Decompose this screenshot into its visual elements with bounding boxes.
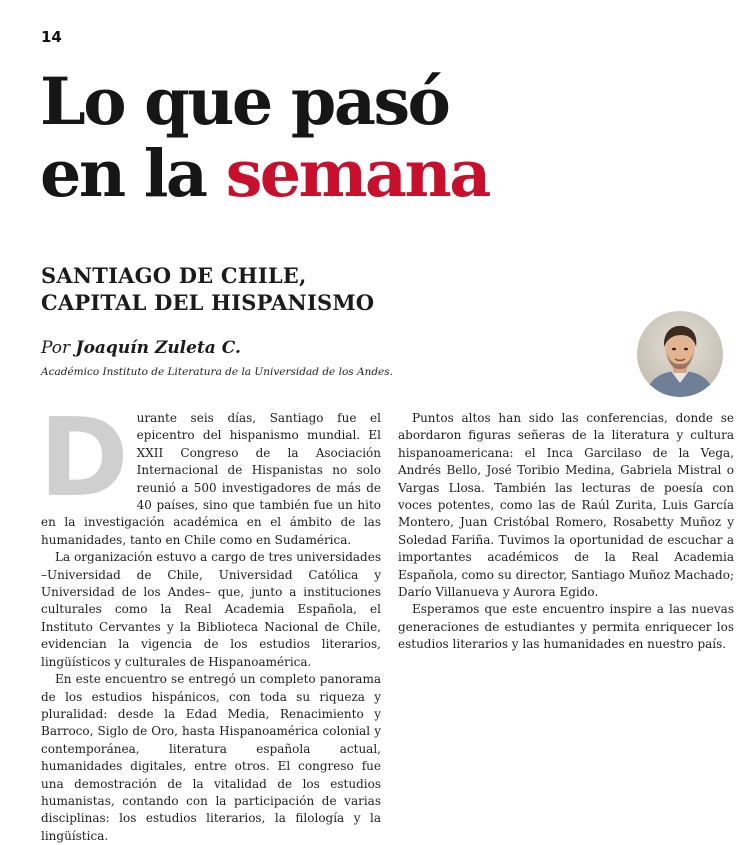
drop-cap: D bbox=[39, 396, 129, 521]
article-paragraph-2: La organización estuvo a cargo de tres universidades –Universidad de Chile, Universidad Católica y Universidad de los Andes– que, junto a instituciones culturales como la Real Academia Española, el Instituto Cervantes y la Biblioteca Nacional de Chile, evidencian la vigencia de los estudios literarios, lingüísticos y culturales de Hispanoamérica. bbox=[41, 550, 381, 669]
paragraph-1-text: urante seis días, Santiago fue el epicentro del hispanismo mundial. El XXII Congreso de la Asociación Internacional de Hispanistas no solo reunió a 500 investigadores de más de 40 países, sino que también fue un hito en la investigación académica en el ámbito de las humanidades, tanto en Chile como en Sudamérica. bbox=[41, 411, 381, 547]
page-number: 14 bbox=[41, 28, 62, 46]
byline-prefix: Por bbox=[41, 338, 71, 358]
article-body-column-right bbox=[398, 410, 734, 654]
byline bbox=[41, 338, 241, 358]
article-paragraph-4: Puntos altos han sido las conferencias, donde se abordaron figuras señeras de la literatura y cultura hispanoamericana: el Inca Garcilaso de la Vega, Andrés Bello, José Toribio Medina, Gabriela Mistral o Vargas Llosa. También las lecturas de poesía con voces potentes, como las de Raúl Zurita, Luis García Montero, Juan Cristóbal Romero, Rosabetty Muñoz y Soledad Fariña. Tuvimos la oportunidad de escuchar a importantes académicos de la Real Academia Española, como su director, Santiago Muñoz Machado; Darío Villanueva y Aurora Egido. bbox=[398, 411, 734, 600]
article-paragraph-3: En este encuentro se entregó un completo panorama de los estudios hispánicos, con toda su riqueza y pluralidad: desde la Edad Media, Renacimiento y Barroco, Siglo de Oro, hasta Hispanoamérica colonial y contemporánea, literatura española actual, humanidades digitales, entre otros. El congreso fue una demostración de la vitalidad de los estudios humanistas, contando con la participación de varias disciplinas: los estudios literarios, la filología y la lingüística. bbox=[41, 672, 381, 843]
article-body-column-left bbox=[39, 396, 381, 845]
article-title-line-2: CAPITAL DEL HISPANISMO bbox=[41, 290, 375, 315]
headline-line-2-plain: en la bbox=[40, 136, 206, 212]
article-title bbox=[41, 262, 374, 316]
article-paragraph-5: Esperamos que este encuentro inspire a las nuevas generaciones de estudiantes y permita enriquecer los estudios literarios y las humanidades en nuestro país. bbox=[398, 602, 734, 652]
article-paragraph-1 bbox=[39, 396, 381, 549]
author-name: Joaquín Zuleta C. bbox=[75, 338, 241, 358]
author-affiliation: Académico Instituto de Literatura de la Universidad de los Andes. bbox=[41, 366, 394, 378]
headline-line-2-accent: semana bbox=[225, 136, 489, 212]
headline-line-1: Lo que pasó bbox=[40, 64, 449, 140]
article-title-line-1: SANTIAGO DE CHILE, bbox=[41, 263, 307, 288]
page-headline bbox=[40, 66, 489, 210]
author-portrait bbox=[637, 311, 723, 397]
